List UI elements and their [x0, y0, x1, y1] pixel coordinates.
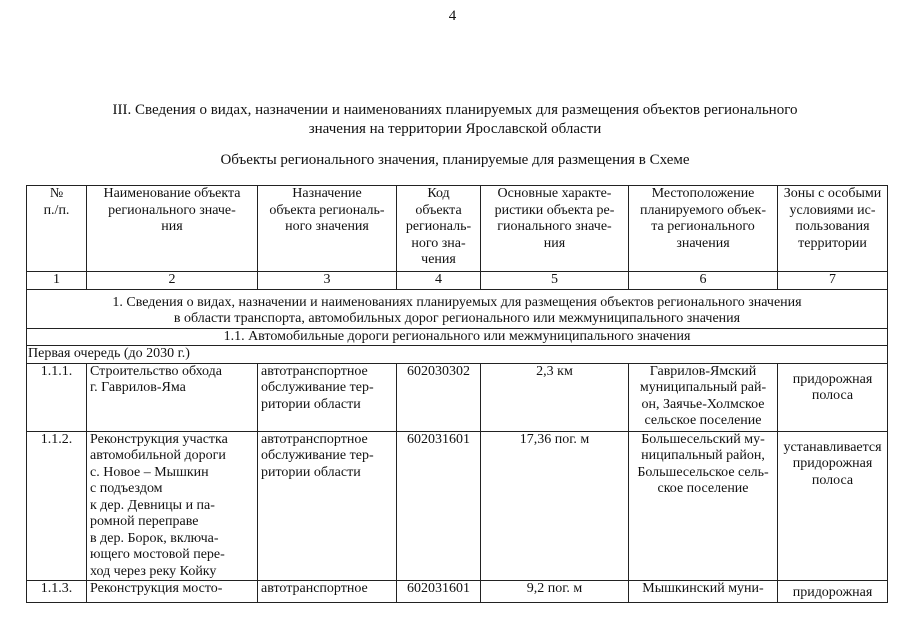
column-number: 2: [87, 272, 258, 290]
header-cell-number: № п./п.: [27, 186, 87, 272]
section-title-line: значения на территории Ярославской области: [308, 121, 602, 137]
row-name: Реконструкция мосто-: [87, 581, 258, 603]
row-purpose: автотранспортное обслуживание тер- ритории области: [258, 431, 397, 581]
row-code: 602031601: [397, 431, 481, 581]
row-number: 1.1.3.: [27, 581, 87, 603]
subsection-heading-row: [27, 328, 888, 346]
section-heading-row: [27, 289, 888, 328]
row-name: Строительство обхода г. Гаврилов-Яма: [87, 363, 258, 431]
header-cell-location: Местоположение планируемого объек- та регионального значения: [629, 186, 778, 272]
column-number-row: [27, 272, 888, 290]
table-header-row: [27, 186, 888, 272]
column-number: 3: [258, 272, 397, 290]
row-purpose: автотранспортное: [258, 581, 397, 603]
subsection-heading: 1.1. Автомобильные дороги регионального или межмуниципального значения: [27, 328, 888, 346]
column-number: 6: [629, 272, 778, 290]
row-location: Мышкинский муни-: [629, 581, 778, 603]
row-number: 1.1.2.: [27, 431, 87, 581]
row-name: Реконструкция участка автомобильной дороги с. Новое – Мышкин с подъездом к дер. Девницы и па- ромной переправе в дер. Борок, включа- ющего мостовой пере- ход через реку Койку: [87, 431, 258, 581]
row-zones: устанавливается придорожная полоса: [778, 431, 888, 581]
queue-row: [27, 346, 888, 364]
queue-label: Первая очередь (до 2030 г.): [27, 346, 888, 364]
row-zones: придорожная: [778, 581, 888, 603]
row-characteristics: 2,3 км: [481, 363, 629, 431]
header-cell-characteristics: Основные характе- ристики объекта ре- гионального значе- ния: [481, 186, 629, 272]
row-location: Большесельский му- ниципальный район, Большесельское сель- ское поселение: [629, 431, 778, 581]
column-number: 4: [397, 272, 481, 290]
table-row: [27, 363, 888, 431]
row-zones: придорожная полоса: [778, 363, 888, 431]
row-code: 602030302: [397, 363, 481, 431]
column-number: 5: [481, 272, 629, 290]
table-row: [27, 431, 888, 581]
column-number: 7: [778, 272, 888, 290]
header-cell-name: Наименование объекта регионального значе- ния: [87, 186, 258, 272]
column-number: 1: [27, 272, 87, 290]
row-characteristics: 9,2 пог. м: [481, 581, 629, 603]
row-code: 602031601: [397, 581, 481, 603]
table-row: [27, 581, 888, 603]
objects-table: [26, 185, 888, 603]
row-characteristics: 17,36 пог. м: [481, 431, 629, 581]
section-title-line: III. Сведения о видах, назначении и наименованиях планируемых для размещения объектов регионального: [112, 102, 798, 118]
row-purpose: автотранспортное обслуживание тер- ритории области: [258, 363, 397, 431]
section-title: [60, 101, 850, 139]
section-heading: 1. Сведения о видах, назначении и наименованиях планируемых для размещения объектов регионального значения в области транспорта, автомобильных дорог регионального или межмуниципального значения: [27, 289, 888, 328]
header-cell-purpose: Назначение объекта региональ- ного значения: [258, 186, 397, 272]
header-cell-zones: Зоны с особыми условиями ис- пользования территории: [778, 186, 888, 272]
page-number: 4: [448, 8, 457, 24]
row-number: 1.1.1.: [27, 363, 87, 431]
table-subtitle: Объекты регионального значения, планируемые для размещения в Схеме: [220, 152, 690, 168]
row-location: Гаврилов-Ямский муниципальный рай- он, Заячье-Холмское сельское поселение: [629, 363, 778, 431]
header-cell-code: Код объекта региональ- ного зна- чения: [397, 186, 481, 272]
